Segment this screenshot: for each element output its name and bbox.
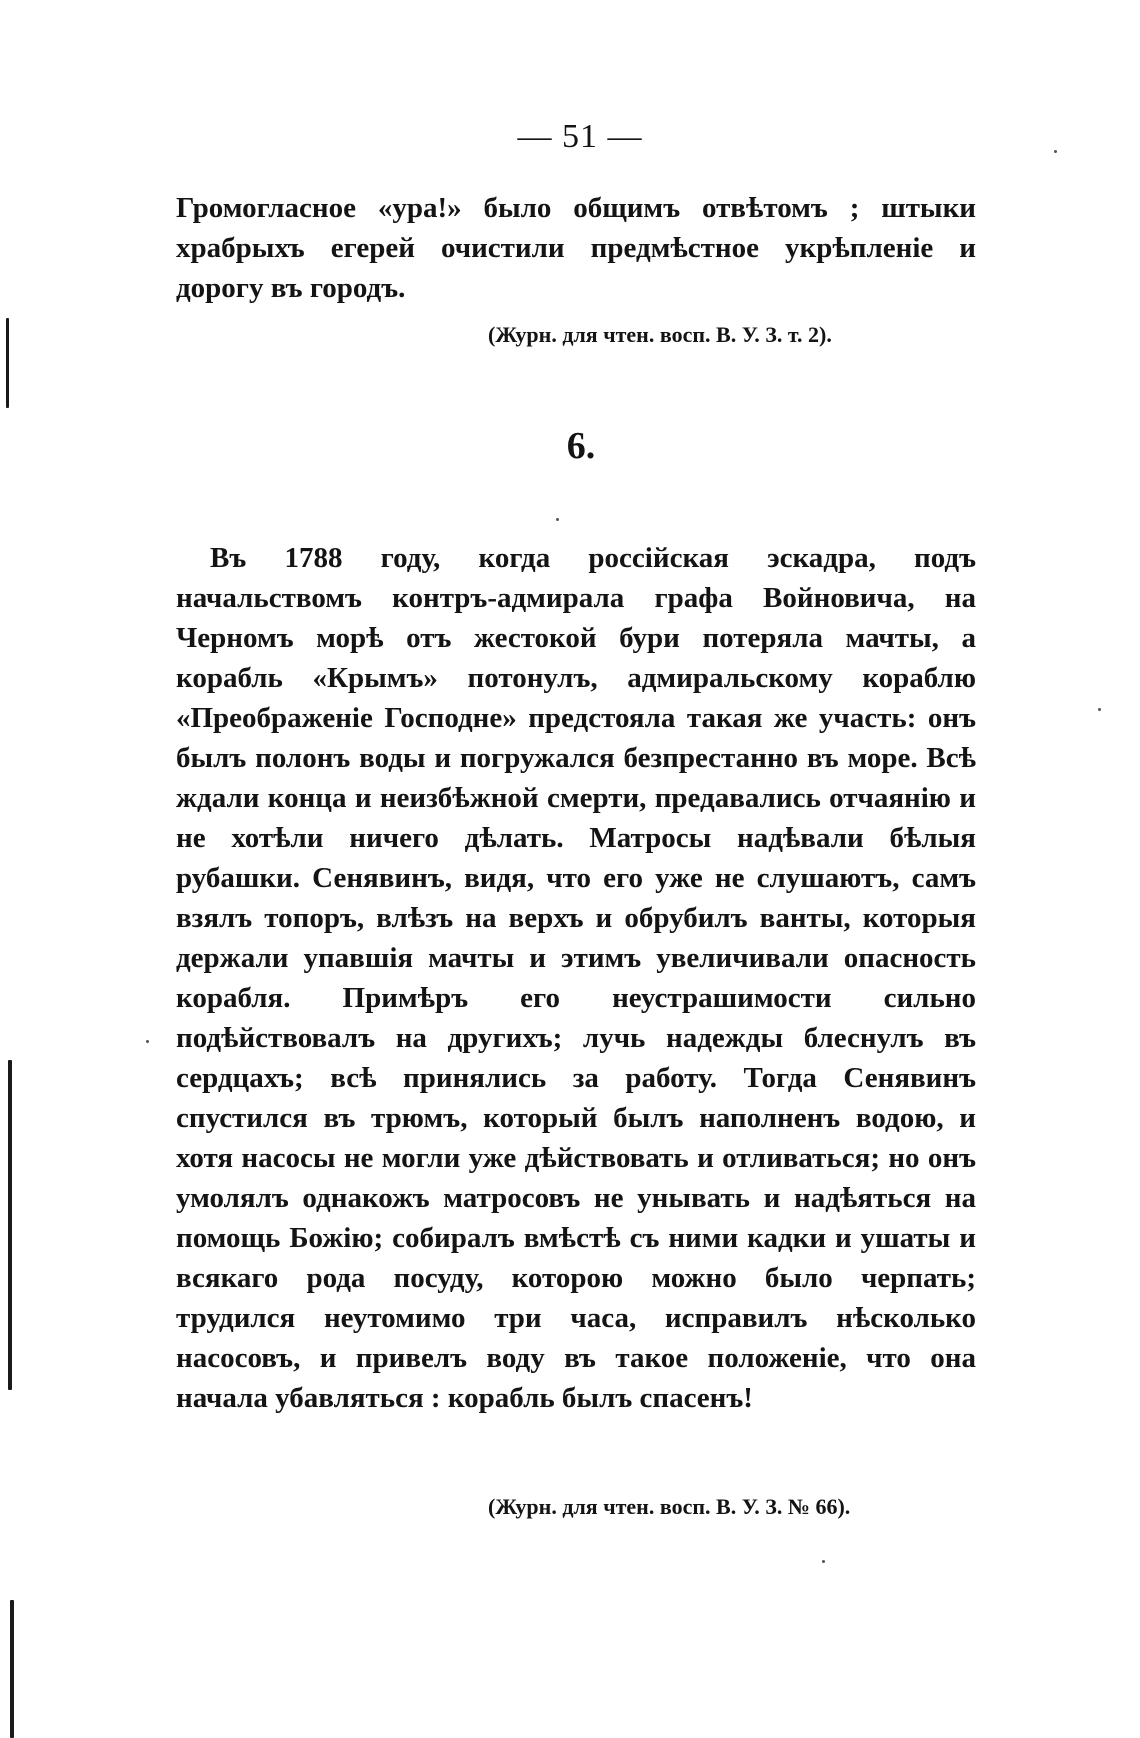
scan-gutter-mark-top <box>6 318 9 408</box>
paragraph-2 <box>176 538 976 1418</box>
page-number: — 51 — <box>517 118 643 155</box>
scan-gutter-mark-bottom <box>10 1600 14 1738</box>
scan-speck <box>556 518 559 521</box>
scan-speck <box>1054 150 1057 153</box>
paragraph-1 <box>176 188 976 308</box>
scan-speck <box>1098 708 1101 711</box>
scan-gutter-mark-middle <box>8 1060 12 1390</box>
scan-speck <box>146 1040 149 1043</box>
citation-1: (Журн. для чтен. восп. В. У. З. т. 2). <box>488 322 832 347</box>
scan-speck <box>822 1560 825 1563</box>
citation-2: (Журн. для чтен. восп. В. У. З. № 66). <box>488 1494 851 1519</box>
paragraph-1-text: Громогласное «ура!» было общимъ отвѣтомъ ; штыки храбрыхъ егерей очистили предмѣстное укрѣпленіе и дорогу въ городъ. <box>176 192 976 304</box>
paragraph-2-text: Въ 1788 году, когда россійская эскадра, подъ начальствомъ контръ-адмирала графа Войновича, на Черномъ морѣ отъ жестокой бури потеряла мачты, а корабль «Крымъ» потонулъ, адмиральскому кораблю «Преображеніе Господне» предстояла такая же участь: онъ былъ полонъ воды и погружался безпрестанно въ море. Всѣ ждали конца и неизбѣжной смерти, предавались отчаянію и не хотѣли ничего дѣлать. Матросы надѣвали бѣлыя рубашки. Сенявинъ, видя, что его уже не слушаютъ, самъ взялъ топоръ, влѣзъ на верхъ и обрубилъ ванты, которыя держали упавшія мачты и этимъ увеличивали опасность корабля. Примѣръ его неустрашимости сильно подѣйствовалъ на другихъ; лучь надежды блеснулъ въ сердцахъ; всѣ принялись за работу. Тогда Сенявинъ спустился въ трюмъ, который былъ наполненъ водою, и хотя насосы не могли уже дѣйствовать и отливаться; но онъ умолялъ однакожъ матросовъ не унывать и надѣяться на помощь Божію; собиралъ вмѣстѣ съ ними кадки и ушаты и всякаго рода посуду, которою можно было черпать; трудился неутомимо три часа, исправилъ нѣсколько насосовъ, и привелъ воду въ такое положеніе, что она начала убавляться : корабль былъ спасенъ! <box>176 542 976 1414</box>
section-number: 6. <box>566 425 596 467</box>
